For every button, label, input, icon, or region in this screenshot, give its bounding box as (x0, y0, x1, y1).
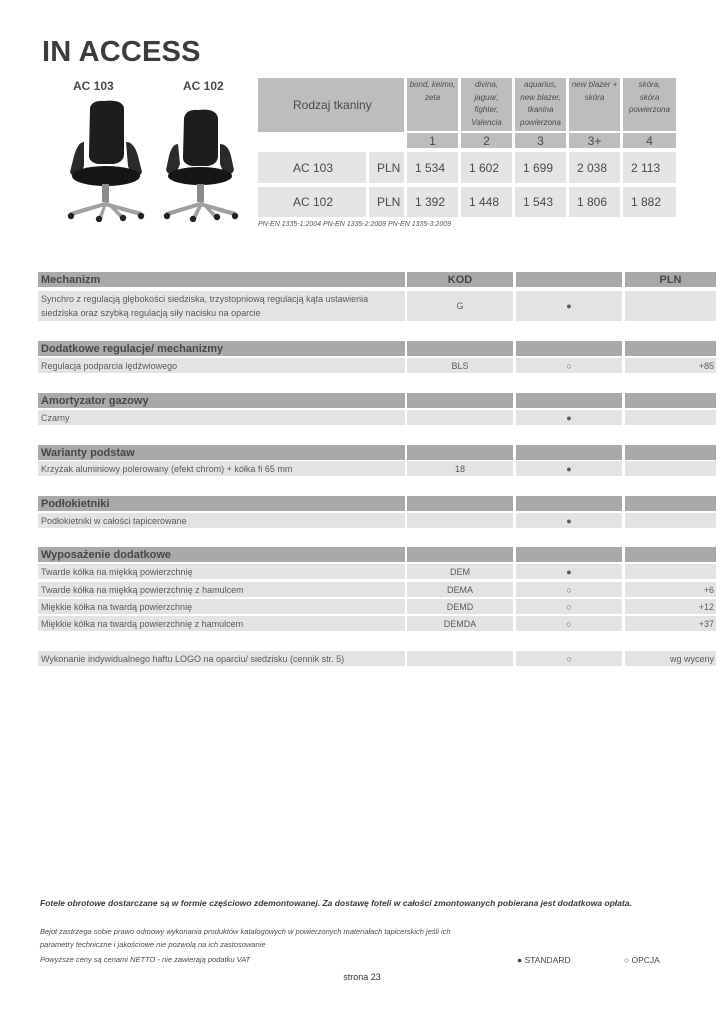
option-mark: ○ (516, 358, 622, 373)
header-blank (625, 496, 716, 511)
section-title: Warianty podstaw (38, 445, 405, 460)
option-mark: ○ (516, 582, 622, 597)
price-cell: 2 113 (623, 152, 676, 183)
header-blank (407, 547, 513, 562)
option-description: Krzyżak aluminiowy polerowany (efekt chrom) + kółka fi 65 mm (38, 461, 405, 476)
section-title: Podłokietniki (38, 496, 405, 511)
fabric-group-2-label: 2 (461, 133, 512, 148)
option-description: Miękkie kółka na twardą powierzchnię z hamulcem (38, 616, 405, 631)
option-price: +12 (625, 599, 716, 614)
page-number: strona 23 (343, 972, 381, 982)
header-blank (407, 393, 513, 408)
option-code: DEMDA (407, 616, 513, 631)
option-mark: ○ (516, 599, 622, 614)
fabric-group-4-label: 4 (623, 133, 676, 148)
mark-header (516, 272, 622, 287)
netto-note: Powyższe ceny są cenami NETTO - nie zawierają podatku VAT (40, 955, 251, 964)
fabric-group-4-names: skóra, skóra powierzona (623, 78, 676, 131)
option-price (625, 410, 716, 425)
header-blank (407, 496, 513, 511)
fabric-group-3-names: aquarius, new blazer, tkanina powierzona (515, 78, 566, 131)
section-title: Wyposażenie dodatkowe (38, 547, 405, 562)
option-mark: ● (516, 564, 622, 579)
option-mark: ○ (516, 651, 622, 666)
section-title: Dodatkowe regulacje/ mechanizmy (38, 341, 405, 356)
model-label-ac102: AC 102 (183, 79, 224, 93)
chair-ac103-image (62, 96, 150, 222)
option-price (625, 564, 716, 579)
price-row-model: AC 103 (258, 152, 366, 183)
fabric-group-3-label: 3 (515, 133, 566, 148)
option-mark: ● (516, 291, 622, 321)
price-cell: 2 038 (569, 152, 620, 183)
header-blank (516, 547, 622, 562)
fabric-group-3plus-label: 3+ (569, 133, 620, 148)
fabric-group-3plus-names: new blazer + skóra (569, 78, 620, 131)
option-price: +37 (625, 616, 716, 631)
option-description: Wykonanie indywidualnego haftu LOGO na oparciu/ siedzisku (cennik str. 5) (38, 651, 405, 666)
price-cell: 1 882 (623, 187, 676, 217)
option-mark: ● (516, 461, 622, 476)
option-code (407, 651, 513, 666)
pln-header: PLN (625, 272, 716, 287)
section-title: Mechanizm (38, 272, 405, 287)
header-blank (625, 393, 716, 408)
option-description: Synchro z regulacją głębokości siedziska, trzystopniową regulacją kąta ustawienia siedziska oraz szybką regulacją siły nacisku na oparcie (38, 291, 405, 321)
legend-standard: ● STANDARD (517, 955, 571, 965)
header-blank (625, 445, 716, 460)
option-code: DEMD (407, 599, 513, 614)
page-title: IN ACCESS (42, 36, 201, 68)
header-blank (516, 445, 622, 460)
disclaimer: Bejot zastrzega sobie prawo odmowy wykonania produktów katalogowych w powierzonych materiałach tapicerskich jeśli ich parametry techniczne i jakościowe nie pozwolą na ich zastosowanie (40, 927, 451, 949)
option-description: Twarde kółka na miękką powierzchnię z hamulcem (38, 582, 405, 597)
delivery-note: Fotele obrotowe dostarczane są w formie częściowo zdemontowanej. Za dostawę foteli w całości zmontowanych pobierana jest dodatkowa opłata. (40, 898, 632, 908)
fabric-group-1-label: 1 (407, 133, 458, 148)
option-description: Podłokietniki w całości tapicerowane (38, 513, 405, 528)
option-price: +85 (625, 358, 716, 373)
fabric-group-2-names: divina, jaguar, fighter, Valencia (461, 78, 512, 131)
section-title: Amortyzator gazowy (38, 393, 405, 408)
header-blank (516, 496, 622, 511)
option-mark: ● (516, 513, 622, 528)
header-blank (625, 341, 716, 356)
header-blank (625, 547, 716, 562)
option-code: DEM (407, 564, 513, 579)
option-price (625, 461, 716, 476)
price-cell: 1 448 (461, 187, 512, 217)
price-cell: 1 602 (461, 152, 512, 183)
price-row-model: AC 102 (258, 187, 366, 217)
option-mark: ● (516, 410, 622, 425)
option-price: +6 (625, 582, 716, 597)
fabric-type-label: Rodzaj tkaniny (258, 78, 404, 132)
option-mark: ○ (516, 616, 622, 631)
price-cell: 1 392 (407, 187, 458, 217)
option-description: Miękkie kółka na twardą powierzchnię (38, 599, 405, 614)
header-blank (516, 341, 622, 356)
header-blank (407, 445, 513, 460)
option-price (625, 291, 716, 321)
option-price (625, 513, 716, 528)
price-row-currency: PLN (369, 152, 404, 183)
option-code (407, 410, 513, 425)
price-cell: 1 534 (407, 152, 458, 183)
price-cell: 1 699 (515, 152, 566, 183)
option-code: BLS (407, 358, 513, 373)
price-row-currency: PLN (369, 187, 404, 217)
legend-option: ○ OPCJA (624, 955, 660, 965)
kod-header: KOD (407, 272, 513, 287)
option-code (407, 513, 513, 528)
chair-ac102-image (160, 104, 240, 222)
header-blank (407, 341, 513, 356)
norm-reference: PN-EN 1335-1:2004 PN-EN 1335-2:2009 PN-EN 1335-3:2009 (258, 221, 452, 228)
option-price: wg wyceny (625, 651, 716, 666)
header-blank (516, 393, 622, 408)
option-description: Regulacja podparcia lędźwiowego (38, 358, 405, 373)
option-description: Twarde kółka na miękką powierzchnię (38, 564, 405, 579)
model-label-ac103: AC 103 (73, 79, 114, 93)
price-cell: 1 806 (569, 187, 620, 217)
option-description: Czarny (38, 410, 405, 425)
option-code: DEMA (407, 582, 513, 597)
option-code: 18 (407, 461, 513, 476)
fabric-group-1-names: bond, keimo, zeta (407, 78, 458, 131)
price-cell: 1 543 (515, 187, 566, 217)
option-code: G (407, 291, 513, 321)
